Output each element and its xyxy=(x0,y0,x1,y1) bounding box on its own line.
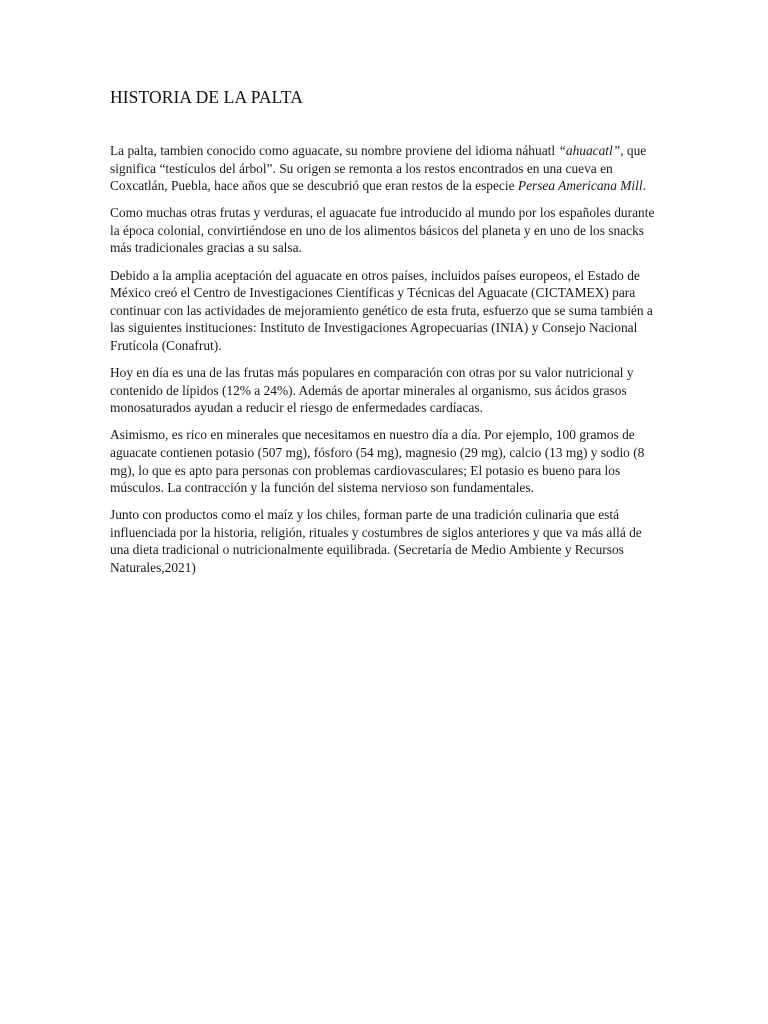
paragraph-origin-text-1: La palta, tambien conocido como aguacate, su nombre proviene del idioma náhuatl xyxy=(110,143,559,158)
document-title: HISTORIA DE LA PALTA xyxy=(110,87,303,107)
document-body xyxy=(110,87,658,586)
paragraph-origin-text-2: , que significa “testículos del árbol”. Su origen se remonta a los restos encontrados en una cueva en Coxcatlán, Puebla, hace años que se descubrió que eran restos de la especie xyxy=(110,143,647,194)
paragraph-cictamex: Debido a la amplia aceptación del aguacate en otros países, incluidos países europeos, el Estado de México creó el Centro de Investigaciones Científicas y Técnicas del Aguacate (CICTAMEX) para continuar con las actividades de mejoramiento genético de esta fruta, esfuerzo que se suma también a las siguientes instituciones: Instituto de Investigaciones Agropecuarias (INIA) y Consejo Nacional Frutícola (Conafrut). xyxy=(110,267,653,353)
paragraph-tradition: Junto con productos como el maíz y los chiles, forman parte de una tradición culinaria que está influenciada por la historia, religión, rituales y costumbres de siglos anteriores y que va más allá de una dieta tradicional o nutricionalmente equilibrada. (Secretaría de Medio Ambiente y Recursos Naturales,2021) xyxy=(110,507,642,575)
paragraph-origin-text-3: . xyxy=(642,178,646,194)
paragraph-origin-word-ahuacatl: “ahuacatl” xyxy=(558,143,621,158)
paragraph-nutrition: Hoy en día es una de las frutas más populares en comparación con otras por su valor nutricional y contenido de lípidos (12% a 24%). Además de aportar minerales al organismo, sus ácidos grasos monosaturados ayudan a reducir el riesgo de enfermedades cardíacas. xyxy=(110,365,634,416)
paragraph-introduction: Como muchas otras frutas y verduras, el aguacate fue introducido al mundo por los españoles durante la época colonial, convirtiéndose en uno de los alimentos básicos del planeta y en uno de los snacks más tradicionales gracias a su salsa. xyxy=(110,205,655,256)
paragraph-origin-species-name: Persea Americana Mill xyxy=(517,178,643,194)
paragraph-minerals: Asimismo, es rico en minerales que necesitamos en nuestro día a día. Por ejemplo, 100 gramos de aguacate contienen potasio (507 mg), fósforo (54 mg), magnesio (29 mg), calcio (13 mg) y sodio (8 mg), lo que es apto para personas con problemas cardiovasculares; El potasio es bueno para los músculos. La contracción y la función del sistema nervioso son fundamentales. xyxy=(110,427,645,496)
paragraph-origin xyxy=(110,142,658,195)
